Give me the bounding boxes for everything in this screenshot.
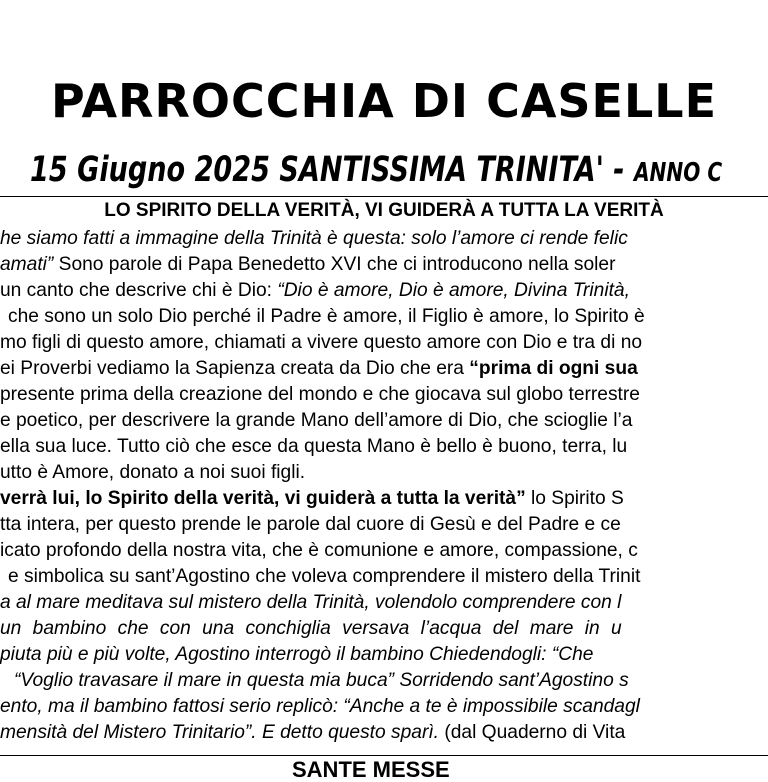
line-text: ei Proverbi vediamo la Sapienza creata da Dio che era (0, 358, 470, 379)
body-line (0, 227, 628, 251)
body-line (0, 591, 621, 615)
body-line (0, 487, 624, 511)
line-text: tta intera, per questo prende le parole dal cuore di Gesù e del Padre e ce (0, 514, 621, 535)
body-line (0, 513, 621, 537)
body-line (0, 331, 642, 355)
line-text: he siamo fatti a immagine della Trinità è questa: solo l’amore ci rende felic (0, 228, 628, 249)
body-line (0, 279, 630, 303)
body-line (0, 461, 305, 485)
body-line (0, 539, 638, 563)
body-line (14, 669, 629, 693)
body-line (0, 643, 593, 667)
top-divider (0, 196, 768, 197)
line-text: e poetico, per descrivere la grande Mano dell’amore di Dio, che scioglie l’a (0, 410, 633, 431)
body-line (0, 695, 640, 719)
bottom-divider (0, 755, 768, 756)
body-line (0, 721, 625, 745)
line-text: “Voglio travasare il mare in questa mia buca” Sorridendo sant’Agostino s (14, 670, 629, 691)
body-line (0, 253, 615, 277)
line-text: (dal Quaderno di Vita (439, 722, 626, 743)
body-line (0, 409, 632, 433)
line-text: che sono un solo Dio perché il Padre è amore, il Figlio è amore, lo Spirito è (8, 306, 645, 327)
line-text: presente prima della creazione del mondo e che giocava sul globo terrestre (0, 384, 640, 405)
line-text: amati” (0, 254, 54, 275)
line-text: lo Spirito S (525, 488, 624, 509)
line-text: a al mare meditava sul mistero della Trinità, volendolo comprendere con l (0, 592, 622, 613)
body-line (8, 305, 645, 329)
line-text: mo figli di questo amore, chiamati a vivere questo amore con Dio e tra di no (0, 332, 643, 353)
body-line (8, 565, 640, 589)
line-text: piuta più e più volte, Agostino interrogò il bambino Chiedendogli: “Che (0, 644, 594, 665)
line-text: utto è Amore, donato a noi suoi figli. (0, 462, 306, 483)
body-line (0, 617, 622, 641)
body-line (0, 435, 627, 459)
line-text: mensità del Mistero Trinitario”. E detto questo sparì. (0, 722, 440, 743)
line-text: un canto che descrive chi è Dio: (0, 280, 278, 301)
page-subtitle (30, 148, 722, 195)
article-headline: LO SPIRITO DELLA VERITÀ, VI GUIDERÀ A TUTTA LA VERITÀ (104, 200, 664, 221)
body-line (0, 357, 638, 381)
article-body (0, 225, 768, 760)
page-title: PARROCCHIA DI CASELLE (50, 74, 718, 128)
subtitle-anno: ANNO C (633, 158, 723, 188)
next-section-heading: SANTE MESSE (292, 757, 450, 782)
line-text: “Dio è amore, Dio è amore, Divina Trinità, (277, 280, 630, 301)
line-text: “prima di ogni sua (469, 358, 638, 379)
line-text: Sono parole di Papa Benedetto XVI che ci introducono nella soler (53, 254, 616, 275)
line-text: verrà lui, lo Spirito della verità, vi guiderà a tutta la verità” (0, 488, 526, 509)
subtitle-date-feast: 15 Giugno 2025 SANTISSIMA TRINITA' - (30, 150, 625, 190)
body-line (0, 383, 640, 407)
line-text: icato profondo della nostra vita, che è comunione e amore, compassione, c (0, 540, 638, 561)
line-text: ento, ma il bambino fattosi serio replicò: “Anche a te è impossibile scandagl (0, 696, 640, 717)
line-text: un bambino che con una conchiglia versava l’acqua del mare in u (0, 618, 622, 639)
line-text: ella sua luce. Tutto ciò che esce da questa Mano è bello è buono, terra, lu (0, 436, 628, 457)
line-text: e simbolica su sant’Agostino che voleva comprendere il mistero della Trinit (8, 566, 641, 587)
